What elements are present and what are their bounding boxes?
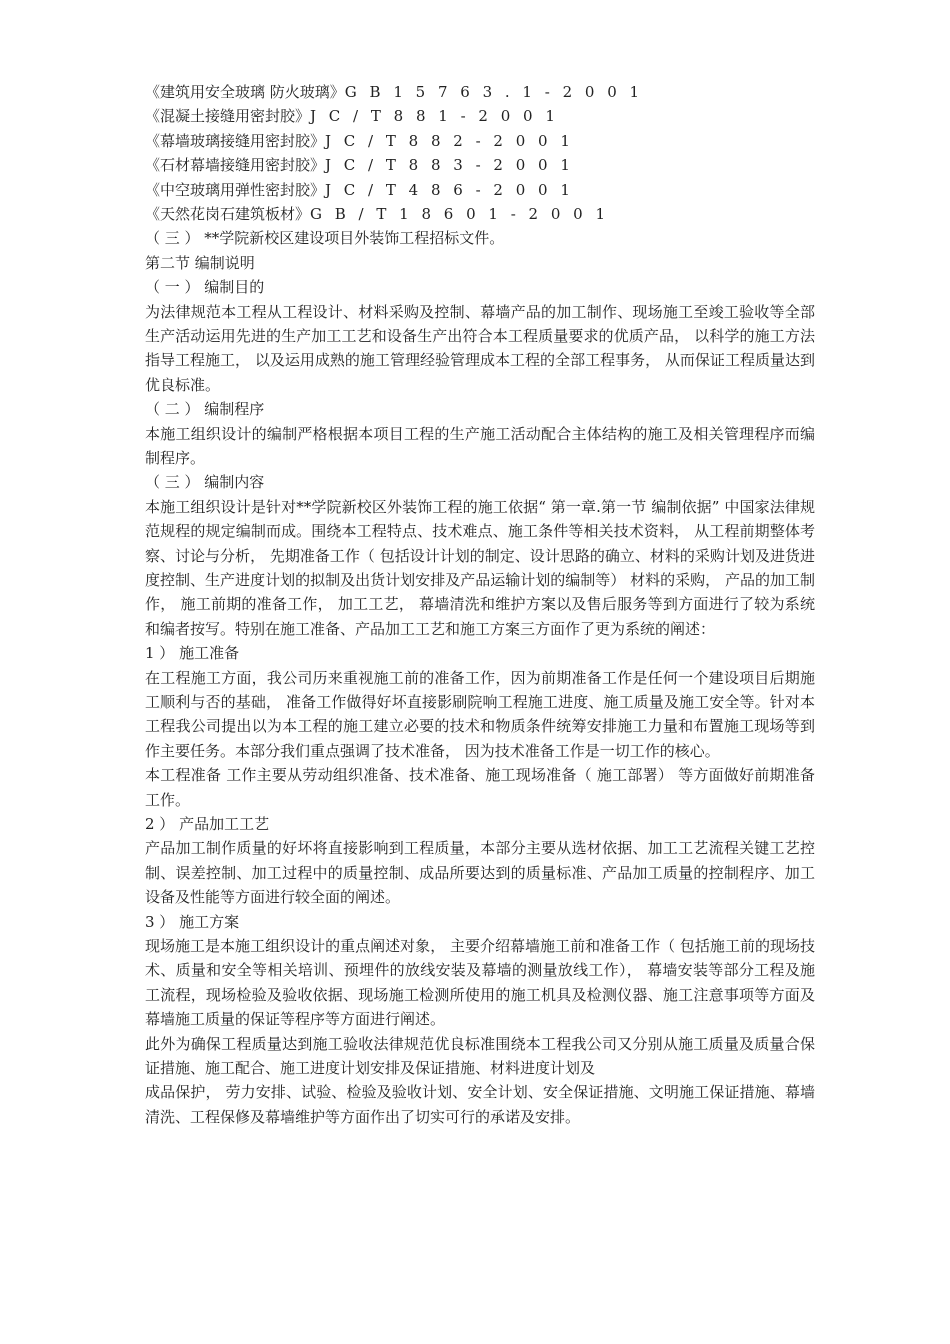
subsection-heading: （ 三 ） 编制内容 (145, 473, 265, 492)
standard-line (145, 80, 815, 104)
paragraph: 此外为确保工程质量达到施工验收法律规范优良标准围绕本工程我公司又分别从施工质量及质量合保证措施、施工配合、施工进度计划安排及保证措施、材料进度计划及 (145, 1034, 815, 1078)
standard-title: 《建筑用安全玻璃 防火玻璃》 (145, 83, 345, 101)
standard-title: 《天然花岗石建筑板材》 (145, 204, 311, 223)
standard-title: 《中空玻璃用弹性密封胶》 (145, 180, 326, 199)
list-heading: 1 ） 施工准备 (145, 644, 240, 663)
standard-code: G B 1 5 7 6 3 . 1 - 2 0 0 1 (344, 83, 644, 101)
list-heading: 3 ） 施工方案 (145, 912, 240, 931)
basis-item-three: （ 三 ） **学院新校区建设项目外装饰工程招标文件。 (145, 229, 505, 248)
standard-code: G B / T 1 8 6 0 1 - 2 0 0 1 (310, 204, 610, 223)
subsection-heading: （ 二 ） 编制程序 (145, 400, 265, 419)
standard-line (145, 153, 815, 177)
standard-code: J C / T 8 8 1 - 2 0 0 1 (310, 107, 559, 126)
section-title: 第二节 编制说明 (145, 253, 255, 272)
paragraph: 现场施工是本施工组织设计的重点阐述对象， 主要介绍幕墙施工前和准备工作（ 包括施工前的现场技术、质量和安全等相关培训、预埋件的放线安装及幕墙的测量放线工作）， 幕墙安装等部分工程及施工流程，现场检验及验收依据、现场施工检测所使用的施工机具及检测仪器、施工注意事项等方面及幕墙施工质量的保证等程序等方面进行阐述。 (145, 937, 815, 1029)
standard-line (145, 129, 815, 153)
standard-title: 《混凝土接缝用密封胶》 (145, 107, 311, 126)
document-page (145, 80, 815, 1129)
paragraph: 产品加工制作质量的好坏将直接影响到工程质量，本部分主要从选材依据、加工工艺流程关键工艺控制、误差控制、加工过程中的质量控制、成品所要达到的质量标准、产品加工质量的控制程序、加工设备及性能等方面进行较全面的阐述。 (145, 839, 815, 907)
subsection-heading: （ 一 ） 编制目的 (145, 278, 265, 297)
standard-title: 《幕墙玻璃接缝用密封胶》 (145, 131, 326, 150)
paragraph: 在工程施工方面，我公司历来重视施工前的准备工作，因为前期准备工作是任何一个建设项目后期施工顺利与否的基础， 准备工作做得好坏直接影刷院响工程施工进度、施工质量及施工安全等。针对本工程我公司提出以为本工程的施工建立必要的技术和物质条件统筹安排施工力量和布置施工现场等到作主要任务。本部分我们重点强调了技术准备， 因为技术准备工作是一切工作的核心。 (145, 668, 815, 760)
standard-code: J C / T 8 8 2 - 2 0 0 1 (325, 131, 574, 150)
paragraph: 为法律规范本工程从工程设计、材料采购及控制、幕墙产品的加工制作、现场施工至竣工验收等全部生产活动运用先进的生产加工工艺和设备生产出符合本工程质量要求的优质产品， 以科学的施工方法指导工程施工， 以及运用成熟的施工管理经验管理成本工程的全部工程事务， 从而保证工程质量达到优良标准。 (145, 302, 815, 394)
list-heading: 2 ） 产品加工工艺 (145, 815, 270, 833)
standard-title: 《石材幕墙接缝用密封胶》 (145, 156, 326, 175)
paragraph: 本施工组织设计的编制严格根据本项目工程的生产施工活动配合主体结构的施工及相关管理程序而编制程序。 (145, 424, 815, 467)
standard-line (145, 104, 815, 128)
paragraph: 成品保护， 劳力安排、试验、检验及验收计划、安全计划、安全保证措施、文明施工保证措施、幕墙清洗、工程保修及幕墙维护等方面作出了切实可行的承诺及安排。 (145, 1083, 815, 1126)
standard-code: J C / T 4 8 6 - 2 0 0 1 (325, 180, 574, 199)
paragraph: 本施工组织设计是针对**学院新校区外装饰工程的施工依据“ 第一章.第一节 编制依据” 中国家法律规范规程的规定编制而成。围绕本工程特点、技术难点、施工条件等相关技术资料， 从工程前期整体考察、讨论与分析， 先期准备工作（ 包括设计计划的制定、设计思路的确立、材料的采购计划及进货进度控制、生产进度计划的拟制及出货计划安排及产品运输计划的编制等） 材料的采购， 产品的加工制作， 施工前期的准备工作， 加工工艺， 幕墙清洗和维护方案以及售后服务等到方面进行了较为系统和编者按写。特别在施工准备、产品加工工艺和施工方案三方面作了更为系统的阐述： (145, 497, 815, 638)
standard-line (145, 202, 815, 226)
standard-code: J C / T 8 8 3 - 2 0 0 1 (325, 156, 574, 175)
paragraph: 本工程准备 工作主要从劳动组织准备、技术准备、施工现场准备（ 施工部署） 等方面做好前期准备工作。 (145, 766, 815, 809)
standard-line (145, 178, 815, 202)
